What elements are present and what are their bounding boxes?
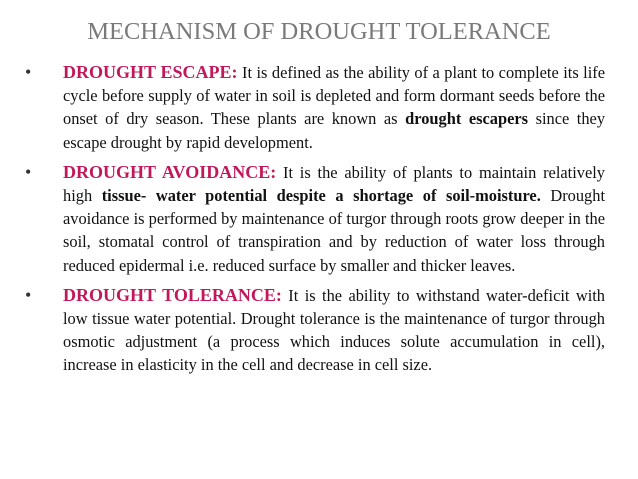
item-text: Drought avoidance is performed by maintenance of turgor through roots grow deeper in the soil, stomatal control of transpiration and by reduction of water loss through reduced epidermal i.e. reduced surface by smaller and thicker leaves. <box>63 186 605 275</box>
term-drought-escape: DROUGHT ESCAPE: <box>63 62 238 82</box>
bullet-dot-icon: • <box>25 161 32 182</box>
item-bold-text: tissue- water potential despite a shortage of soil-moisture. <box>101 186 541 206</box>
item-bold-text: drought escapers <box>405 109 529 129</box>
bullet-dot-icon: • <box>25 62 32 82</box>
bullet-item-drought-tolerance <box>25 284 605 377</box>
item-text: It is defined as the ability of a plant to complete its life cycle before supply of water in soil is depleted and form dormant seeds before the onset of dry season. These plants are known as <box>63 63 605 129</box>
term-drought-avoidance: DROUGHT AVOIDANCE: <box>63 161 277 182</box>
bullet-dot-icon: • <box>25 284 32 305</box>
slide-title: MECHANISM OF DROUGHT TOLERANCE <box>87 18 551 45</box>
item-text: since they escape drought by rapid development. <box>63 109 606 152</box>
bullet-list <box>25 61 605 384</box>
item-text: It is the ability of plants to maintain relatively high <box>63 162 605 206</box>
bullet-item-drought-escape <box>25 61 605 154</box>
bullet-item-drought-avoidance <box>25 161 605 277</box>
term-drought-tolerance: DROUGHT TOLERANCE: <box>63 284 282 305</box>
item-text: It is the ability to withstand water-deficit with low tissue water potential. Drought tolerance is the maintenance of turgor through osmotic adjustment (a process which induces solute accumulation in cell), increase in elasticity in the cell and decrease in cell size. <box>63 285 605 375</box>
